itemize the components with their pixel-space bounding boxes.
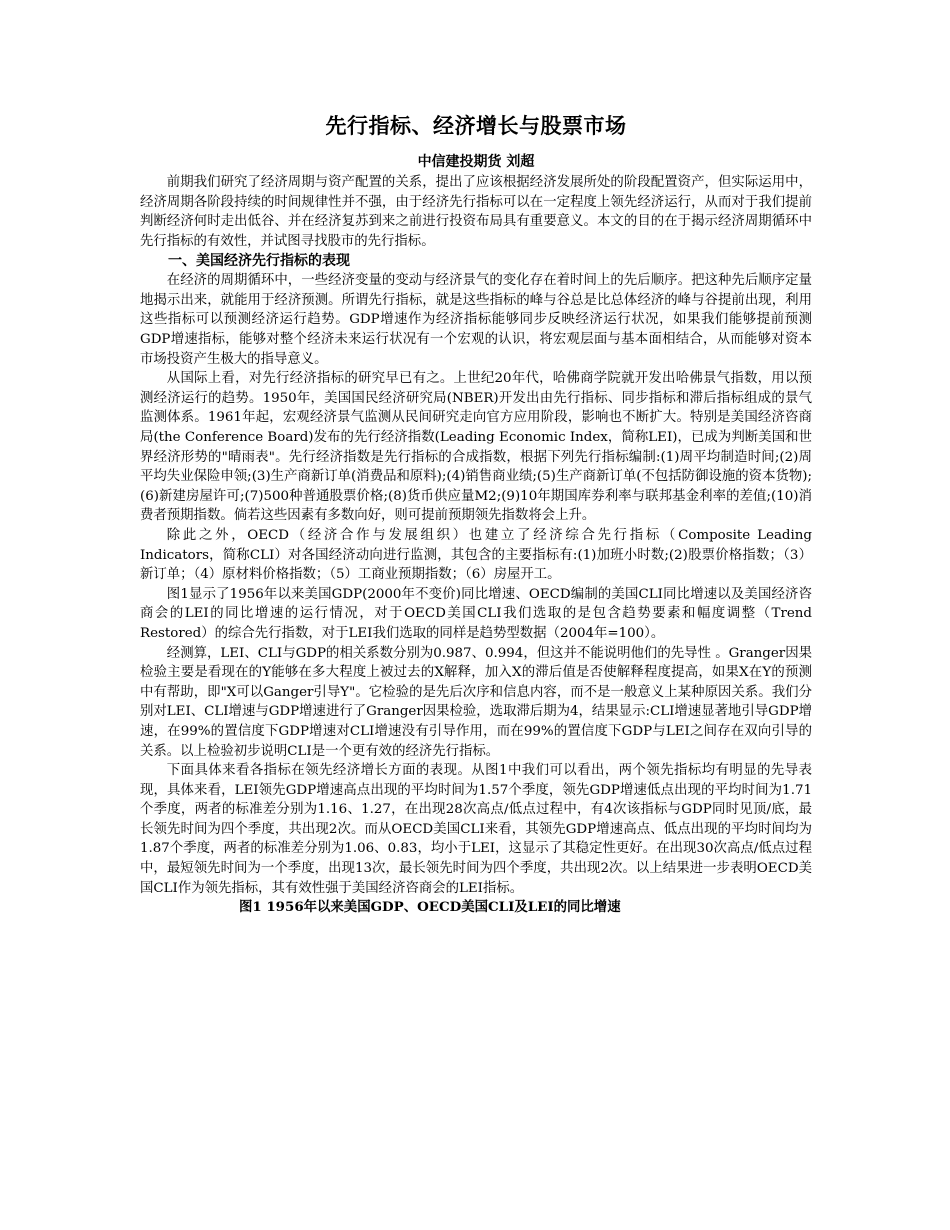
body-paragraph: 图1显示了1956年以来美国GDP(2000年不变价)同比增速、OECD编制的美国CLI同比增速以及美国经济咨商会的LEI的同比增速的运行情况，对于OECD美国CLI我们选取的是包含趋势要素和幅度调整（Trend Restored）的综合先行指数，对于LEI我们选取的同样是趋势型数据（2004年=100）。 (140, 586, 812, 641)
document-title: 先行指标、经济增长与股票市场 (325, 113, 627, 138)
body-paragraph: 除此之外，OECD（经济合作与发展组织）也建立了经济综合先行指标（Composite Leading Indicators，简称CLI）对各国经济动向进行监测，其包含的主要指标有:(1)加班小时数;(2)股票价格指数；（3）新订单；（4）原材料价格指数；（5）工商业预期指数；（6）房屋开工。 (140, 527, 812, 583)
figure-caption: 图1 1956年以来美国GDP、OECD美国CLI及LEI的同比增速 (239, 899, 621, 916)
section-heading: 一、美国经济先行指标的表现 (168, 252, 350, 269)
document-page (140, 112, 812, 918)
intro-paragraph: 前期我们研究了经济周期与资产配置的关系，提出了应该根据经济发展所处的阶段配置资产，但实际运用中，经济周期各阶段持续的时间规律性并不强，由于经济先行指标可以在一定程度上领先经济运行，从而对于我们提前判断经济何时走出低谷、并在经济复苏到来之前进行投资布局具有重要意义。本文的目的在于揭示经济周期循环中先行指标的有效性，并试图寻找股市的先行指标。 (140, 175, 812, 250)
body-paragraph: 经测算，LEI、CLI与GDP的相关系数分别为0.987、0.994，但这并不能说明他们的先导性 。Granger因果检验主要是看现在的Y能够在多大程度上被过去的X解释，加入X的滞后值是否使解释程度提高，如果X在Y的预测中有帮助，即"X可以Ganger引导Y"。它检验的是先后次序和信息内容，而不是一般意义上某种原因关系。我们分别对LEI、CLI增速与GDP增速进行了Granger因果检验，选取滞后期为4，结果显示:CLI增速显著地引导GDP增速，在99%的置信度下GDP增速对CLI增速没有引导作用，而在99%的置信度下GDP与LEI之间存在双向引导的关系。以上检验初步说明CLI是一个更有效的经济先行指标。 (140, 645, 813, 759)
body-paragraph: 在经济的周期循环中，一些经济变量的变动与经济景气的变化存在着时间上的先后顺序。把这种先后顺序定量地揭示出来，就能用于经济预测。所谓先行指标，就是这些指标的峰与谷总是比总体经济的峰与谷提前出现，利用这些指标可以预测经济运行趋势。GDP增速作为经济指标能够同步反映经济运行状况，如果我们能够提前预测GDP增速指标，能够对整个经济未来运行状况有一个宏观的认识，将宏观层面与基本面相结合，从而能够对资本市场投资产生极大的指导意义。 (140, 273, 812, 367)
body-paragraph: 下面具体来看各指标在领先经济增长方面的表现。从图1中我们可以看出，两个领先指标均有明显的先导表现，具体来看，LEI领先GDP增速高点出现的平均时间为1.57个季度，领先GDP增速低点出现的平均时间为1.71个季度，两者的标准差分别为1.16、1.27，在出现28次高点/低点过程中，有4次该指标与GDP同时见顶/底，最长领先时间为四个季度，共出现2次。而从OECD美国CLI来看，其领先GDP增速高点、低点出现的平均时间均为1.87个季度，两者的标准差分别为1.06、0.83，均小于LEI，这显示了其稳定性更好。在出现30次高点/低点过程中，最短领先时间为一个季度，出现13次，最长领先时间为四个季度，共出现2次。以上结果进一步表明OECD美国CLI作为领先指标，其有效性强于美国经济咨商会的LEI指标。 (140, 763, 812, 896)
body-paragraph: 从国际上看，对先行经济指标的研究早已有之。上世纪20年代，哈佛商学院就开发出哈佛景气指数，用以预测经济运行的趋势。1950年，美国国民经济研究局(NBER)开发出由先行指标、同步指标和滞后指标组成的景气监测体系。1961年起，宏观经济景气监测从民间研究走向官方应用阶段，影响也不断扩大。特别是美国经济咨商局(the Conference Board)发布的先行经济指数(Leading Economic Index，简称LEI)，已成为判断美国和世界经济形势的"晴雨表"。先行经济指数是先行指标的合成指数，根据下列先行指标编制:(1)周平均制造时间;(2)周平均失业保险申领;(3)生产商新订单(消费品和原料);(4)销售商业绩;(5)生产商新订单(不包括防御设施的资本货物);(6)新建房屋许可;(7)500种普通股票价格;(8)货币供应量M2;(9)10年期国库券利率与联邦基金利率的差值;(10)消费者预期指数。倘若这些因素有多数向好，则可提前预期领先指数将会上升。 (140, 371, 812, 524)
author-line: 中信建投期货 刘超 (417, 154, 535, 171)
